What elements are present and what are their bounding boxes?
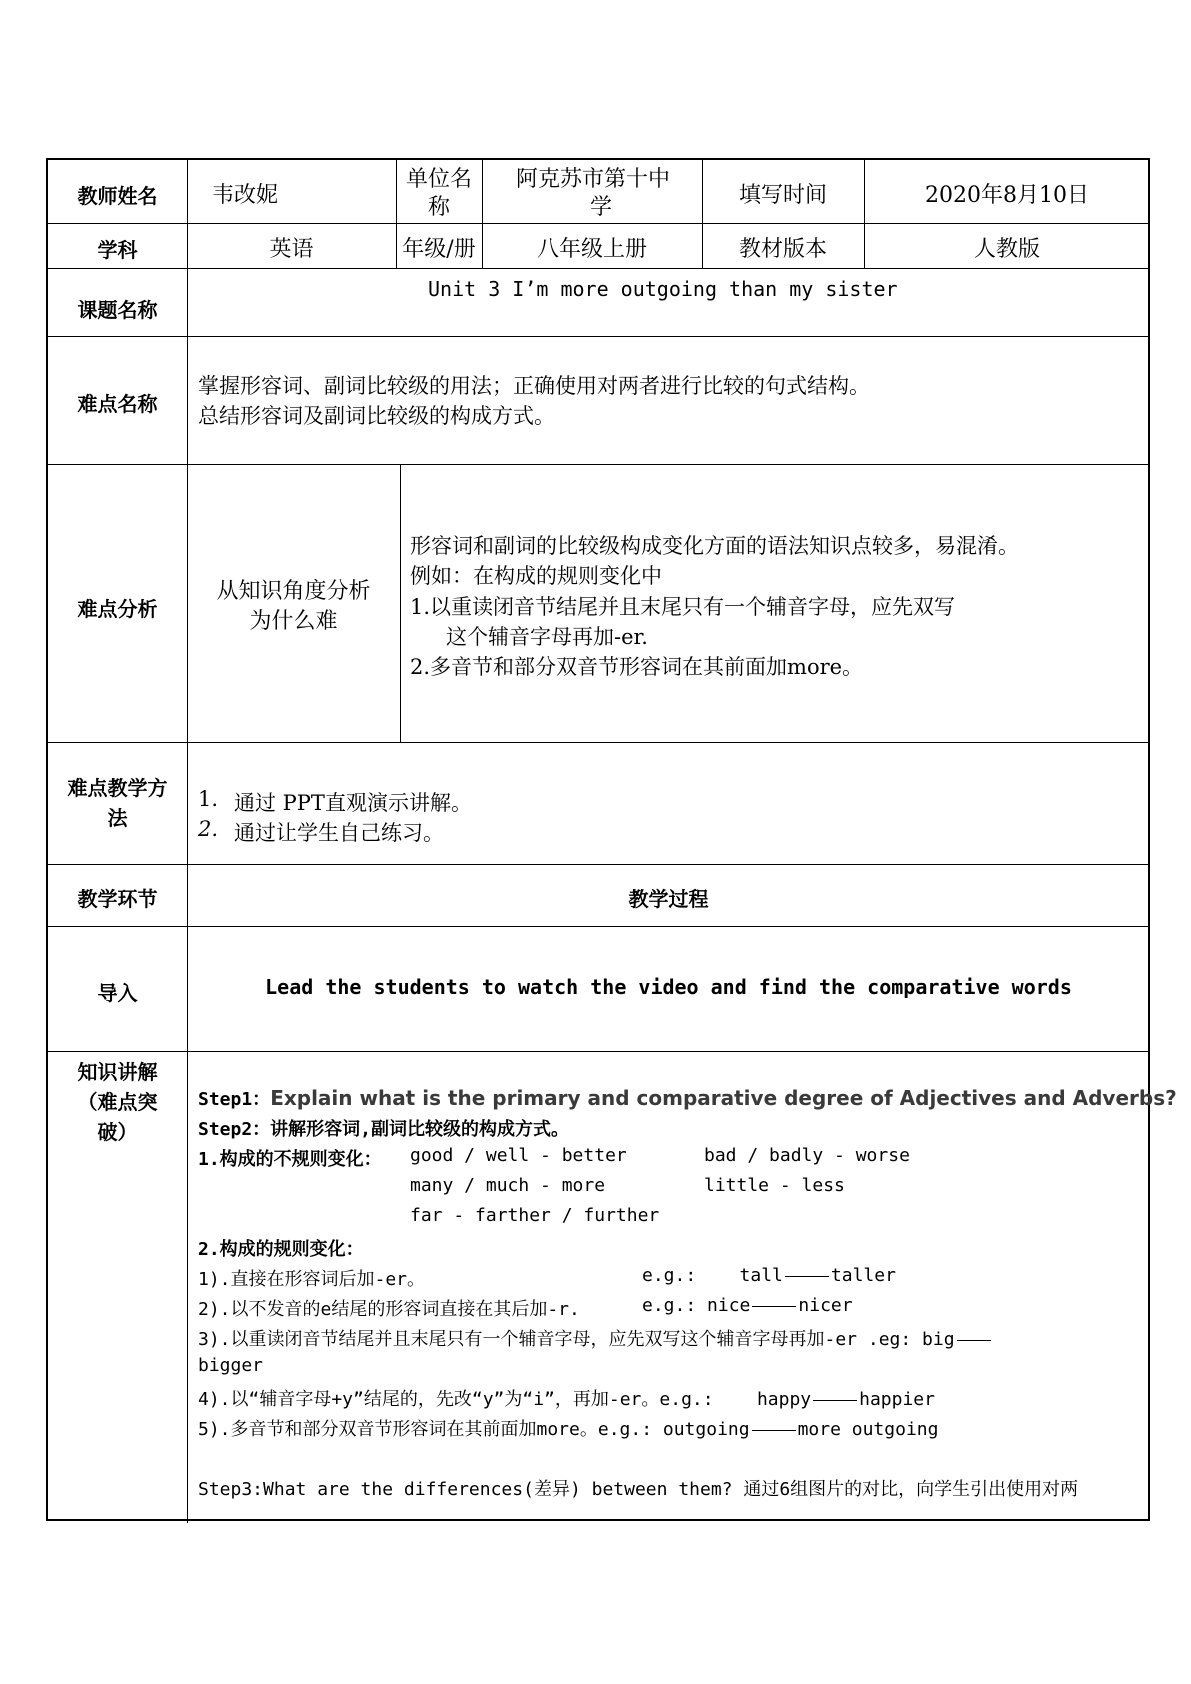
- regular-title: 2.构成的规则变化：: [198, 1239, 364, 1260]
- rule2-base: nice: [707, 1295, 751, 1316]
- topic-label: 课题名称: [77, 298, 158, 322]
- arrow-dash: [752, 1306, 796, 1307]
- teacher-name-value: 韦改妮: [212, 183, 279, 208]
- step1-prefix: Step1：: [198, 1089, 271, 1110]
- arrow-dash: [752, 1430, 796, 1431]
- arrow-dash: [813, 1400, 857, 1401]
- difficulty-line2: 总结形容词及副词比较级的构成方式。: [198, 404, 555, 428]
- rule5-line: [198, 1415, 938, 1441]
- lesson-plan-table: [46, 158, 1177, 1521]
- method-label-line1: 难点教学方: [67, 776, 168, 800]
- arrow-dash: [957, 1340, 991, 1341]
- unit-label-line2: 称: [427, 195, 450, 220]
- analysis-sublabel-line2: 为什么难: [249, 609, 338, 634]
- irregular-bad: bad / badly - worse: [704, 1145, 910, 1166]
- rule2-example: [642, 1295, 853, 1316]
- teacher-name-label: 教师姓名: [77, 184, 158, 208]
- date-label: 填写时间: [738, 183, 827, 208]
- knowledge-label-line3: 破）: [97, 1120, 138, 1144]
- method-item2-text: 通过让学生自己练习。: [234, 821, 444, 845]
- analysis-label: 难点分析: [77, 597, 158, 621]
- rule4-base: happy: [756, 1389, 812, 1410]
- rule4-comparative: happier: [859, 1389, 935, 1410]
- row-divider: [48, 1051, 1148, 1052]
- row-divider: [48, 336, 1148, 337]
- step3-line: Step3:What are the differences(差异) between them? 通过6组图片的对比，向学生引出使用对两: [198, 1479, 1079, 1500]
- arrow-dash: [785, 1276, 829, 1277]
- difficulty-label: 难点名称: [77, 392, 158, 416]
- knowledge-label-line2: （难点突: [77, 1090, 158, 1114]
- col-divider: [187, 160, 188, 1523]
- analysis-line2: 例如：在构成的规则变化中: [410, 564, 662, 588]
- method-label-line2: 法: [107, 806, 128, 830]
- analysis-line4: 这个辅音字母再加-er.: [446, 625, 648, 649]
- method-item1-number: 1.: [198, 787, 219, 811]
- unit-value-line2: 学: [590, 195, 613, 220]
- rule2-eg: e.g.:: [642, 1295, 697, 1316]
- rule1-base: tall: [739, 1265, 783, 1286]
- analysis-line3: 1.以重读闭音节结尾并且末尾只有一个辅音字母，应先双写: [410, 595, 956, 619]
- subject-value: 英语: [269, 237, 314, 262]
- row-divider: [48, 464, 1148, 465]
- irregular-many: many / much - more: [410, 1175, 606, 1196]
- row-divider: [48, 926, 1148, 927]
- grade-value: 八年级上册: [536, 237, 647, 262]
- row-divider: [48, 864, 1148, 865]
- rule2-text: 2).以不发音的e结尾的形容词直接在其后加-r.: [198, 1299, 580, 1320]
- rule1-text: 1).直接在形容词后加-er。: [198, 1269, 426, 1290]
- analysis-line5: 2.多音节和部分双音节形容词在其前面加more。: [410, 655, 864, 679]
- rule3-line: [198, 1325, 993, 1351]
- irregular-good: good / well - better: [410, 1145, 627, 1166]
- analysis-line1: 形容词和副词的比较级构成变化方面的语法知识点较多，易混淆。: [410, 534, 1019, 558]
- method-item2-number: 2.: [198, 817, 219, 841]
- col-divider: [400, 464, 401, 742]
- knowledge-label-line1: 知识讲解: [77, 1060, 158, 1084]
- topic-value: Unit 3 I’m more outgoing than my sister: [428, 277, 898, 301]
- rule4-line: [198, 1385, 935, 1411]
- row-divider: [48, 268, 1148, 269]
- intro-text: Lead the students to watch the video and find the comparative words: [265, 975, 1072, 999]
- irregular-little: little - less: [704, 1175, 845, 1196]
- rule5-text: 5).多音节和部分双音节形容词在其前面加more。e.g.: outgoing: [198, 1419, 750, 1440]
- method-item1-text: 通过 PPT直观演示讲解。: [234, 791, 472, 815]
- edition-label: 教材版本: [738, 237, 827, 262]
- rule2-comparative: nicer: [798, 1295, 853, 1316]
- date-value: 2020年8月10日: [925, 183, 1089, 208]
- unit-label-line1: 单位名: [405, 167, 472, 192]
- edition-value: 人教版: [973, 237, 1040, 262]
- irregular-far: far - farther / further: [410, 1205, 660, 1226]
- rule1-example: [642, 1265, 896, 1286]
- step1-line: [198, 1085, 1177, 1111]
- process-header-value: 教学过程: [628, 887, 709, 911]
- difficulty-line1: 掌握形容词、副词比较级的用法；正确使用对两者进行比较的句式结构。: [198, 374, 870, 398]
- step1-text: Explain what is the primary and comparative degree of Adjectives and Adverbs?: [270, 1086, 1177, 1110]
- analysis-sublabel-line1: 从知识角度分析: [216, 579, 371, 604]
- step2-line: Step2：讲解形容词,副词比较级的构成方式。: [198, 1119, 570, 1140]
- process-stage-label: 教学环节: [77, 887, 158, 911]
- rule1-comparative: taller: [830, 1265, 896, 1286]
- intro-label: 导入: [97, 981, 138, 1005]
- rule1-eg: e.g.:: [642, 1265, 697, 1286]
- row-divider: [48, 742, 1148, 743]
- subject-label: 学科: [97, 238, 138, 262]
- row-divider: [48, 223, 1148, 224]
- irregular-title: 1.构成的不规则变化：: [198, 1149, 382, 1170]
- rule5-comparative: more outgoing: [797, 1419, 939, 1440]
- unit-value-line1: 阿克苏市第十中: [516, 167, 671, 192]
- rule3-text: 3).以重读闭音节结尾并且末尾只有一个辅音字母，应先双写这个辅音字母再加-er .eg: big: [198, 1329, 955, 1350]
- rule4-text: 4).以“辅音字母+y”结尾的，先改“y”为“i”，再加-er。e.g.:: [198, 1389, 714, 1410]
- grade-label: 年级/册: [402, 237, 476, 262]
- rule3-continued: bigger: [198, 1355, 264, 1376]
